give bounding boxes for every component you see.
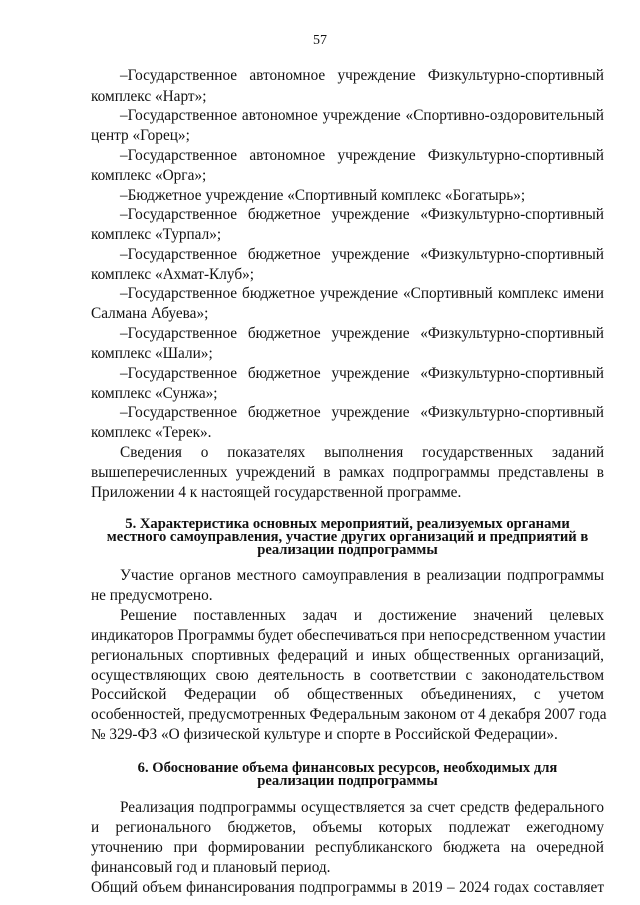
list-item-line: Салмана Абуева»; (91, 305, 209, 322)
section-heading: 6. Обоснование объема финансовых ресурсов, необходимых для (137, 760, 558, 776)
list-item-line: –Бюджетное учреждение «Спортивный комплекс «Богатырь»; (120, 187, 526, 204)
list-item-line: комплекс «Орга»; (91, 167, 207, 184)
paragraph-line: финансовый год и плановый период. (91, 859, 331, 876)
section-heading: 5. Характеристика основных мероприятий, реализуемых органами (125, 516, 570, 532)
list-item-line: комплекс «Шали»; (91, 345, 213, 362)
paragraph-line: особенностей, предусмотренных Федеральным законом от 4 декабря 2007 года (91, 706, 607, 723)
paragraph-line: вышеперечисленных учреждений в рамках подпрограммы представлены в (91, 464, 604, 481)
paragraph-line: Российской Федерации об общественных объединениях, с учетом (91, 686, 604, 703)
paragraph-line: Общий объем финансирования подпрограммы в 2019 – 2024 годах составляет (91, 879, 604, 896)
paragraph-line: Реализация подпрограммы осуществляется за счет средств федерального (120, 799, 604, 816)
list-item-line: –Государственное бюджетное учреждение «Физкультурно-спортивный (120, 325, 604, 342)
list-item-line: комплекс «Турпал»; (91, 226, 222, 243)
paragraph-line: региональных спортивных федераций и иных общественных организаций, (91, 647, 604, 664)
list-item-line: комплекс «Терек». (91, 424, 212, 441)
section-heading: реализации подпрограммы (257, 542, 438, 558)
list-item-line: –Государственное бюджетное учреждение «Спортивный комплекс имени (120, 285, 604, 302)
list-item-line: центр «Горец»; (91, 127, 190, 144)
paragraph-line: уточнению при формировании республиканского бюджета на очередной (91, 839, 604, 856)
list-item-line: –Государственное бюджетное учреждение «Физкультурно-спортивный (120, 404, 604, 421)
paragraph-line: Сведения о показателях выполнения государственных заданий (120, 444, 604, 461)
list-item-line: –Государственное автономное учреждение Физкультурно-спортивный (120, 67, 604, 84)
list-item-line: –Государственное бюджетное учреждение «Физкультурно-спортивный (120, 246, 604, 263)
list-item-line: –Государственное автономное учреждение Физкультурно-спортивный (120, 147, 604, 164)
paragraph-line: № 329-ФЗ «О физической культуре и спорте в Российской Федерации». (91, 726, 558, 743)
paragraph-line: Приложении 4 к настоящей государственной программе. (91, 484, 462, 501)
paragraph-line: и регионального бюджетов, объемы которых подлежат ежегодному (91, 819, 604, 836)
list-item-line: –Государственное автономное учреждение «Спортивно-оздоровительный (120, 107, 604, 124)
paragraph-line: Участие органов местного самоуправления в реализации подпрограммы (120, 567, 604, 584)
section-heading: реализации подпрограммы (257, 773, 438, 789)
list-item-line: –Государственное бюджетное учреждение «Физкультурно-спортивный (120, 365, 604, 382)
paragraph-line: индикаторов Программы будет обеспечиваться при непосредственном участии (91, 627, 606, 644)
paragraph-line: Решение поставленных задач и достижение значений целевых (120, 607, 604, 624)
list-item-line: комплекс «Нарт»; (91, 88, 207, 105)
paragraph-line: осуществляющих свою деятельность в соответствии с законодательством (91, 667, 604, 684)
list-item-line: –Государственное бюджетное учреждение «Физкультурно-спортивный (120, 206, 604, 223)
list-item-line: комплекс «Ахмат-Клуб»; (91, 266, 255, 283)
list-item-line: комплекс «Сунжа»; (91, 385, 218, 402)
page-number: 57 (313, 33, 327, 48)
section-heading: местного самоуправления, участие других организаций и предприятий в (106, 529, 589, 545)
paragraph-line: не предусмотрено. (91, 587, 213, 604)
